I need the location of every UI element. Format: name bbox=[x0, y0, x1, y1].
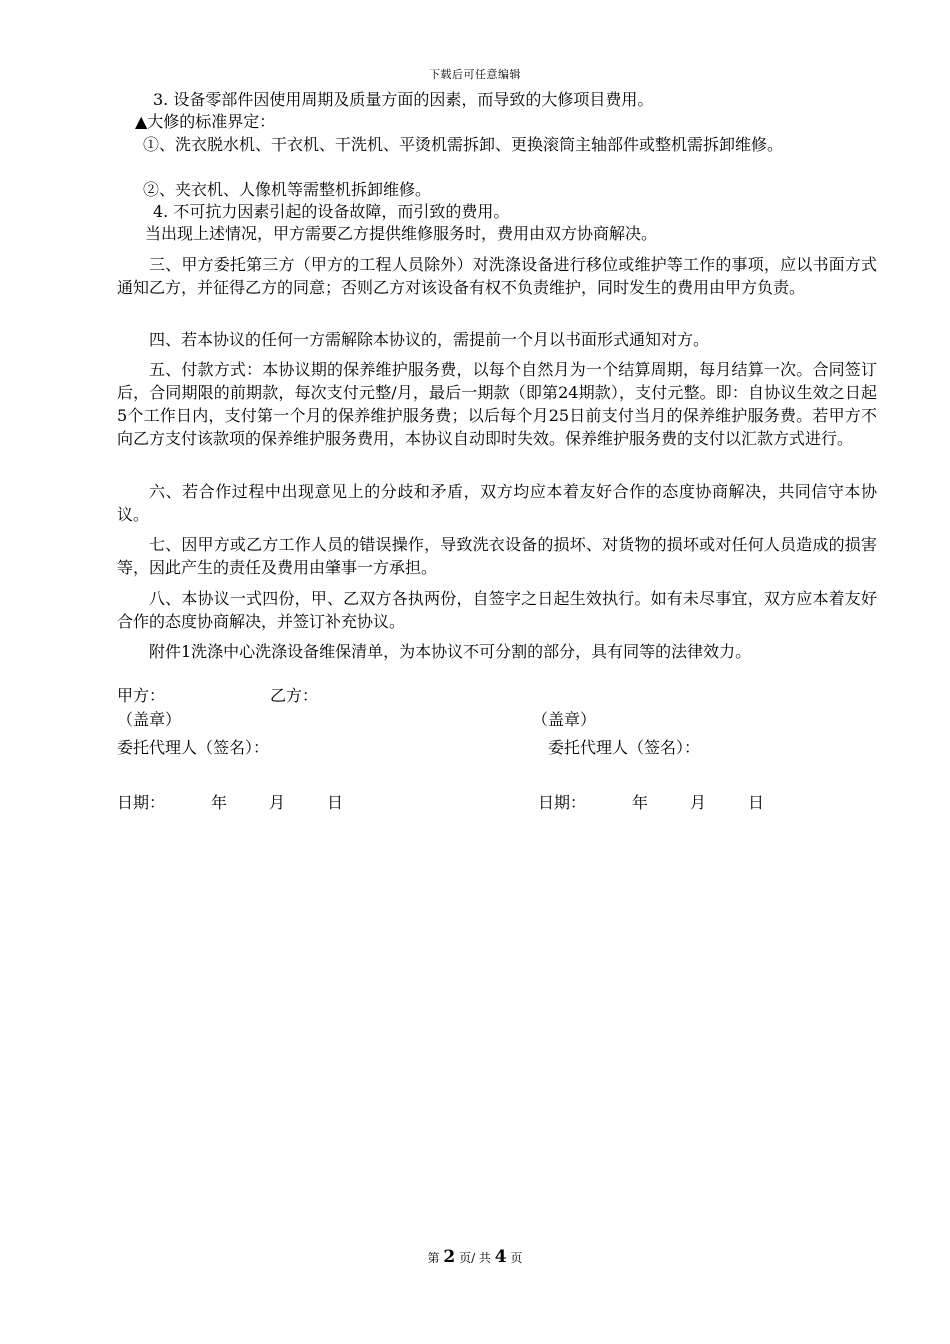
clause-4: 四、若本协议的任何一方需解除本协议的，需提前一个月以书面形式通知对方。 bbox=[149, 330, 710, 349]
date-a-month: 月 bbox=[269, 793, 286, 812]
header-note: 下载后可任意编辑 bbox=[429, 68, 521, 81]
overhaul-item-1: ①、洗衣脱水机、干衣机、干洗机、平烫机需拆卸、更换滚筒主轴部件或整机需拆卸维修。 bbox=[143, 135, 784, 154]
date-a-day: 日 bbox=[327, 793, 344, 812]
clause-3: 三、甲方委托第三方（甲方的工程人员除外）对洗涤设备进行移位或维护等工作的事项，应以书面方式通知乙方，并征得乙方的同意；否则乙方对该设备有权不负责维护，同时发生的费用由甲方负责。 bbox=[117, 255, 877, 297]
attachment-note: 附件1洗涤中心洗涤设备维保清单，为本协议不可分割的部分，具有同等的法律效力。 bbox=[149, 642, 752, 661]
item-4: 4. 不可抗力因素引起的设备故障，而引致的费用。 bbox=[153, 202, 510, 221]
clause-7: 七、因甲方或乙方工作人员的错误操作，导致洗衣设备的损坏、对货物的损坏或对任何人员造成的损害等，因此产生的责任及费用由肇事一方承担。 bbox=[117, 535, 877, 577]
footer-mid: 页/ 共 bbox=[459, 1251, 491, 1265]
situation-text: 当出现上述情况，甲方需要乙方提供维修服务时，费用由双方协商解决。 bbox=[145, 224, 658, 243]
party-a-label: 甲方： bbox=[117, 686, 166, 705]
footer-total-pages: 4 bbox=[494, 1247, 507, 1267]
overhaul-heading: ▲大修的标准界定： bbox=[135, 112, 276, 131]
seal-b-label: （盖章） bbox=[532, 710, 597, 729]
date-a-year: 年 bbox=[211, 793, 228, 812]
overhaul-item-2: ②、夹衣机、人像机等需整机拆卸维修。 bbox=[143, 180, 432, 199]
agent-a-label: 委托代理人（签名）： bbox=[117, 738, 270, 757]
date-b-label: 日期： bbox=[538, 793, 587, 812]
footer-prefix: 第 bbox=[427, 1251, 440, 1265]
date-a-label: 日期： bbox=[117, 793, 166, 812]
footer-page-number: 2 bbox=[443, 1247, 456, 1267]
agent-b-label: 委托代理人（签名）： bbox=[548, 738, 701, 757]
footer-suffix: 页 bbox=[510, 1251, 523, 1265]
party-b-label: 乙方： bbox=[270, 686, 319, 705]
date-b-day: 日 bbox=[748, 793, 765, 812]
seal-a-label: （盖章） bbox=[117, 710, 182, 729]
clause-8: 八、本协议一式四份，甲、乙双方各执两份，自签字之日起生效执行。如有未尽事宜，双方应本着友好合作的态度协商解决，并签订补充协议。 bbox=[117, 589, 877, 631]
date-b-month: 月 bbox=[690, 793, 707, 812]
clause-6: 六、若合作过程中出现意见上的分歧和矛盾，双方均应本着友好合作的态度协商解决，共同信守本协议。 bbox=[117, 482, 877, 524]
date-b-year: 年 bbox=[632, 793, 649, 812]
clause-5: 五、付款方式：本协议期的保养维护服务费，以每个自然月为一个结算周期，每月结算一次。合同签订后，合同期限的前期款，每次支付元整/月，最后一期款（即第24期款），支付元整。即：自协议生效之日起5个工作日内，支付第一个月的保养维护服务费；以后每个月25日前支付当月的保养维护服务费。若甲方不向乙方支付该款项的保养维护服务费用，本协议自动即时失效。保养维护服务费的支付以汇款方式进行。 bbox=[117, 360, 877, 448]
page-footer bbox=[0, 1247, 950, 1267]
item-3: 3. 设备零部件因使用周期及质量方面的因素，而导致的大修项目费用。 bbox=[153, 90, 654, 109]
